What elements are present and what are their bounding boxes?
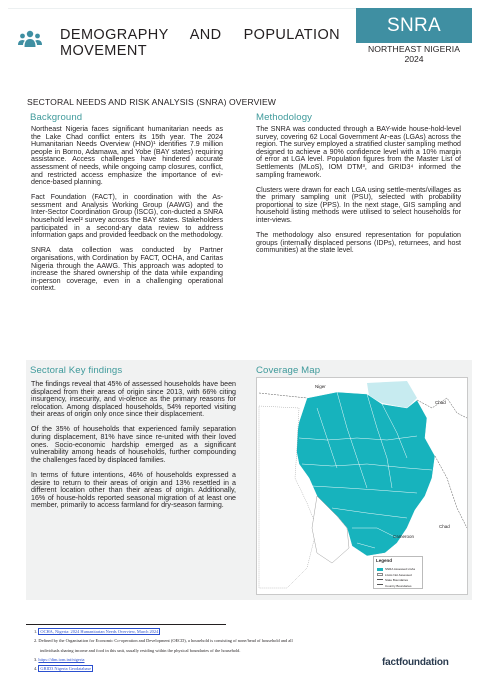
methodology-paragraph: The SNRA was conducted through a BAY-wide house-hold-level survey, covering 62 Local Government Ar-eas (LGAs) across the region. The survey employed a stratified cluster sampling method designed to achieve a 90% confidence level with a 10% margin of error at LGA level. Population figures from the Master List of Settlements (MLoS), IOM DTM³, and GRID3⁴ informed the sampling framework. bbox=[256, 125, 461, 179]
background-title: Background bbox=[30, 112, 83, 123]
brand-logo: factfoundation bbox=[382, 657, 449, 668]
findings-paragraph: In terms of future intentions, 46% of households expressed a desire to return to their areas of origin and 13% resettled in a different location other than their areas of origin. Additionally, 16% of house-holds reported seasonal migration of at least one member, primarily to access farmland for dry-season farming. bbox=[31, 470, 236, 510]
footnote-item bbox=[34, 636, 414, 645]
coverage-map bbox=[256, 377, 468, 595]
methodology-paragraph: The methodology also ensured representation for population groups (internally displaced persons (IDPs), returnees, and host communities) at the state level. bbox=[256, 231, 461, 255]
footnote-item bbox=[34, 664, 414, 673]
legend-item-label: LGAs Not Assessed bbox=[385, 572, 412, 577]
footnote-link[interactable]: https://dtm.iom.int/nigeria bbox=[38, 656, 85, 662]
footnote-number: 1. bbox=[34, 629, 38, 634]
region-label: NORTHEAST NIGERIA bbox=[367, 44, 461, 54]
legend-item-label: State Boundaries bbox=[385, 578, 409, 582]
footnote-link[interactable]: GRID3 Nigeria Geodatabase bbox=[40, 666, 92, 672]
findings-title: Sectoral Key findings bbox=[30, 365, 123, 376]
legend-swatch-assessed bbox=[377, 568, 383, 571]
background-paragraph: Fact Foundation (FACT), in coordination with the As-sessment and Analysis Working Group (AAWG) and the Inter-Sector Coordination Group (ISCG), con-ducted a SNRA household level² survey across the BAY states. Stakeholders participated in a second-ary data review to address information gaps and provided feedback on the methodology. bbox=[31, 193, 223, 240]
year-label: 2024 bbox=[404, 54, 424, 64]
people-group-icon bbox=[18, 30, 42, 48]
legend-swatch-state bbox=[377, 579, 383, 582]
background-text bbox=[31, 126, 223, 300]
map-graphic bbox=[257, 378, 468, 595]
findings-paragraph: The findings reveal that 45% of assessed households have been displaced from their areas of origin since 2013, with 66% citing insurgency, insecurity, and vi-olence as the primary reasons for relocation. Among displaced households, 54% reported visiting their areas of origin only once since their displacement. bbox=[31, 380, 236, 419]
footnote-number: 4. bbox=[34, 666, 38, 672]
methodology-text bbox=[256, 126, 461, 262]
footnote-number: 2. bbox=[34, 638, 38, 644]
legend-item bbox=[377, 573, 412, 577]
footnotes bbox=[34, 627, 414, 673]
page-title: DEMOGRAPHY AND POPULATION MOVEMENT bbox=[60, 27, 340, 59]
legend-swatch-not-assessed bbox=[377, 573, 383, 576]
map-label-cameroon: Cameroon bbox=[393, 534, 415, 539]
background-paragraph: SNRA data collection was conducted by Partner organisations, with Cordination by FACT, OCHA, and Caritas Nigeria through the AAWG. This approach was adopted to increase the shared ownership of the data while expanding in-person coverage, even in a challenging operational context. bbox=[31, 246, 223, 293]
section-heading: SECTORAL NEEDS AND RISK ANALYSIS (SNRA) OVERVIEW bbox=[27, 97, 276, 107]
map-legend bbox=[373, 556, 423, 589]
footnote-item bbox=[40, 646, 414, 655]
snra-tab: SNRA bbox=[356, 8, 472, 43]
footnote-link[interactable]: OCHA, Nigeria: 2024 Humanitarian Needs Overview, March 2024 bbox=[40, 629, 159, 634]
footnote-item bbox=[34, 655, 414, 664]
methodology-paragraph: Clusters were drawn for each LGA using settle-ments/villages as the primary sampling unit (PSU), selected with probability proportional to size (PPS). In the next stage, GIS sampling and household listing methods were utilised to select households for inter-views. bbox=[256, 185, 461, 225]
coverage-map-title: Coverage Map bbox=[256, 365, 321, 376]
legend-item bbox=[377, 584, 412, 588]
footnote-number: 3. bbox=[34, 656, 38, 662]
map-label-chad-top: Chad bbox=[435, 400, 446, 405]
legend-item-label: Country Boundaries bbox=[385, 583, 412, 588]
legend-item-label: SNRA Assessed LGAs bbox=[385, 567, 416, 571]
map-label-chad-right: Chad bbox=[439, 524, 450, 529]
footnote-text: Defined by the Organisation for Economic Co-operation and Development (OECD), a household is consisting of none/head of household and all bbox=[38, 638, 293, 644]
methodology-title: Methodology bbox=[256, 112, 313, 123]
map-label-niger: Niger bbox=[315, 384, 326, 389]
footnote-rule bbox=[26, 624, 226, 625]
legend-item bbox=[377, 578, 408, 582]
legend-title: Legend bbox=[376, 558, 393, 563]
legend-swatch-country bbox=[377, 584, 383, 587]
findings-text bbox=[31, 381, 236, 517]
findings-paragraph: Of the 35% of households that experienced family separation during displacement, 81% have since re-united with their loved ones. Socio-economic hardship emerged as a significant vulnerability among heads of households, further compounding the challenges faced by displaced families. bbox=[31, 425, 236, 464]
footnote-item bbox=[34, 627, 414, 636]
background-paragraph: Northeast Nigeria faces significant humanitarian needs as the Lake Chad conflict enters its 15th year. The 2024 Humanitarian Needs Overview (HNO)¹ identifies 7.9 million people in Borno, Adamawa, and Yobe (BAY states) requiring assistance. Access challenges have hindered accurate assessment of needs, while ongoing camp closures, conflict, and restricted access emphasize the importance of evi-dence-based planning. bbox=[31, 125, 223, 187]
legend-item bbox=[377, 567, 415, 571]
footnote-text: individuals sharing income and food in this unit, usually residing within the physical boundaries of the household. bbox=[40, 647, 241, 653]
